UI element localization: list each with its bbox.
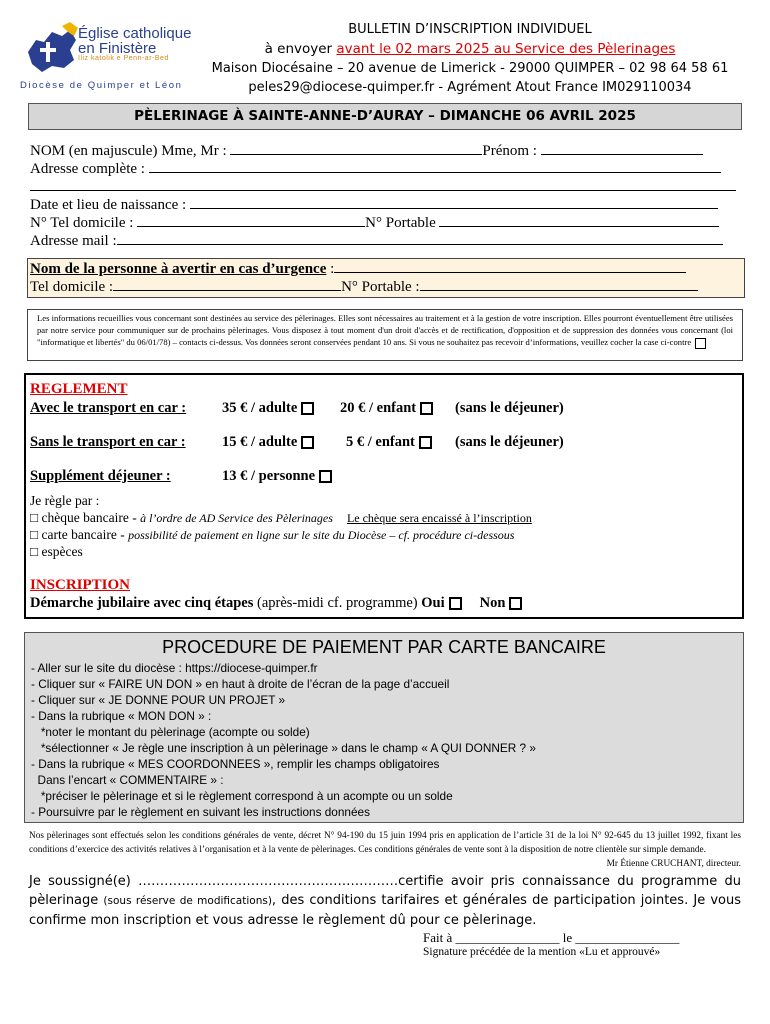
emergency-name-field[interactable] <box>334 260 686 273</box>
form-title: BULLETIN D’INSCRIPTION INDIVIDUEL <box>348 22 592 37</box>
send-deadline-pre: à envoyer <box>264 41 337 57</box>
procedure-step: - Aller sur le site du diocèse : https://diocese-quimper.fr <box>31 661 318 675</box>
signature-line[interactable]: Signature précédée de la mention «Lu et approuvé» <box>423 946 661 958</box>
tel-row <box>30 214 719 232</box>
procedure-step: - Dans la rubrique « MES COORDONNEES », remplir les champs obligatoires <box>31 757 440 771</box>
oui-checkbox[interactable] <box>449 597 462 610</box>
logo-title <box>78 26 191 56</box>
emergency-label: Nom de la personne à avertir en cas d’urgence <box>30 261 327 277</box>
especes-label: □ espèces <box>30 544 83 559</box>
adresse-field-2[interactable] <box>30 178 736 191</box>
non-checkbox[interactable] <box>509 597 522 610</box>
emergency-tel-label: Tel domicile : <box>30 279 114 295</box>
procedure-step: - Dans la rubrique « MON DON » : <box>31 709 212 723</box>
oui-label: Oui <box>421 595 445 611</box>
nom-row <box>30 142 703 160</box>
emergency-portable-field[interactable] <box>420 278 698 291</box>
prenom-label: Prénom : <box>482 143 541 159</box>
mail-row <box>30 232 723 250</box>
nom-label: NOM (en majuscule) Mme, Mr : <box>30 143 231 159</box>
sans-adulte-checkbox[interactable] <box>301 436 314 449</box>
adresse-row-2 <box>30 178 736 196</box>
mail-label: Adresse mail : <box>30 233 117 249</box>
procedure-step: - Cliquer sur « FAIRE UN DON » en haut à droite de l’écran de la page d’accueil <box>31 677 450 691</box>
procedure-step: *préciser le pèlerinage et si le règlement correspond à un acompte ou un solde <box>31 789 453 803</box>
avec-enfant-price: 20 € / enfant <box>340 400 417 416</box>
avec-enfant-option[interactable] <box>340 400 433 417</box>
brittany-map-icon <box>22 22 82 78</box>
supplement-checkbox[interactable] <box>319 470 332 483</box>
adresse-field[interactable] <box>149 160 721 173</box>
procedure-step: *sélectionner « Je règle une inscription à un pèlerinage » dans le champ « A QUI DONNER ? » <box>31 741 536 755</box>
portable-label: N° Portable <box>365 215 440 231</box>
avec-adulte-checkbox[interactable] <box>301 402 314 415</box>
emergency-box <box>27 258 745 298</box>
emergency-portable-label: N° Portable : <box>341 279 420 295</box>
director-name: Mr Étienne CRUCHANT, directeur. <box>606 859 741 869</box>
regle-par-label: Je règle par : <box>30 493 100 508</box>
cheque-option[interactable] <box>30 510 532 526</box>
jubilaire-note: (après-midi cf. programme) <box>253 595 422 611</box>
logo-breton: Iliz katolik e Penn-ar-Bed <box>78 55 169 62</box>
jubilaire-row <box>30 595 522 612</box>
emergency-colon: : <box>326 261 335 277</box>
sans-dejeuner-note-2: (sans le déjeuner) <box>455 434 564 450</box>
mail-field[interactable] <box>117 232 723 245</box>
contact-line: peles29@diocese-quimper.fr - Agrément Atout France IM029110034 <box>248 80 692 95</box>
tel-field[interactable] <box>137 214 365 227</box>
carte-option[interactable] <box>30 527 514 543</box>
emergency-phone-row <box>30 278 698 296</box>
avec-enfant-checkbox[interactable] <box>420 402 433 415</box>
logo-title-line1: Église catholique <box>78 25 192 42</box>
portable-field[interactable] <box>439 214 719 227</box>
engagement-statement <box>29 872 741 930</box>
cheque-label: □ chèque bancaire - <box>30 510 141 525</box>
avec-adulte-price: 35 € / adulte <box>222 400 298 416</box>
supplement-price: 13 € / personne <box>222 468 316 484</box>
procedure-step: - Cliquer sur « JE DONNE POUR UN PROJET » <box>31 693 286 707</box>
sans-enfant-checkbox[interactable] <box>419 436 432 449</box>
naissance-field[interactable] <box>190 196 718 209</box>
engagement-post: , des conditions tarifaires et générales de participation jointes. Je vous confirme mon inscription et vous adresse le règlement dû pour ce pèlerinage. <box>29 893 741 928</box>
especes-option[interactable] <box>30 544 83 560</box>
sans-dejeuner-note-1: (sans le déjeuner) <box>455 400 564 416</box>
procedure-step: *noter le montant du pèlerinage (acompte ou solde) <box>31 725 310 739</box>
avec-car-label: Avec le transport en car : <box>30 400 187 416</box>
emergency-tel-field[interactable] <box>113 278 341 291</box>
tel-label: N° Tel domicile : <box>30 215 138 231</box>
payment-box <box>24 373 744 619</box>
adresse-row <box>30 160 721 178</box>
avec-adulte-option[interactable] <box>222 400 314 417</box>
jubilaire-label: Démarche jubilaire avec cinq étapes <box>30 595 254 611</box>
naissance-label: Date et lieu de naissance : <box>30 197 190 213</box>
fait-a-line[interactable]: Fait à ________________ le ________________ <box>423 930 680 945</box>
deadline-red: avant le 02 mars 2025 au Service des Pèlerinages <box>336 41 676 57</box>
pilgrimage-banner: PÈLERINAGE À SAINTE-ANNE-D’AURAY – DIMANCHE 06 AVRIL 2025 <box>28 103 742 130</box>
cheque-encaisse-note: Le chèque sera encaissé à l’inscription <box>346 511 532 525</box>
conditions-text: Nos pèlerinages sont effectués selon les conditions générales de vente, décret N° 94-190 du 15 juin 1994 pris en application de l’article 31 de la loi N° 92-645 du 13 juillet 1992, fixant les conditions d’exercice des activités relatives à l’organisation et à la vente de pèlerinages. Ces conditions générales de vente sont à la disposition de notre clientèle sur simple demande. <box>29 831 741 855</box>
logo-diocese: Diocèse de Quimper et Léon <box>20 80 183 91</box>
privacy-text: Les informations recueillies vous concernant sont destinées au service des pèlerinages. Elles sont nécessaires au traitement et à la gestion de votre inscription. Elles pourront éventuellement être utilisées par notre service pour communiquer sur de prochains pèlerinages. Vous disposez à tout moment d'un droit d'accès et de rectification, d'opposition et de suppression des données vous concernant (loi "informatique et libertés" du 06/01/78) – contacts ci-dessus. Vos données seront conservées pendant 10 ans. Si vous ne souhaitez pas recevoir d’informations, veuillez cocher la case ci-contre <box>37 313 733 348</box>
sans-adulte-price: 15 € / adulte <box>222 434 298 450</box>
prenom-field[interactable] <box>541 142 703 155</box>
inscription-title: INSCRIPTION <box>30 577 131 593</box>
sales-conditions <box>29 829 741 871</box>
procedure-step: Dans l’encart « COMMENTAIRE » : <box>31 773 224 787</box>
nom-field[interactable] <box>230 142 482 155</box>
cheque-note: à l’ordre de AD Service des Pèlerinages <box>140 511 333 525</box>
supplement-option[interactable] <box>222 468 332 485</box>
engagement-pre: Je soussigné(e) ……………………………………………………certifie avoir pris connaissance du programme du pèlerinage <box>29 874 741 908</box>
carte-note: possibilité de paiement en ligne sur le site du Diocèse – cf. procédure ci-dessous <box>128 528 515 542</box>
privacy-optout-checkbox[interactable] <box>695 338 706 349</box>
reglement-title: REGLEMENT <box>30 381 128 397</box>
sans-adulte-option[interactable] <box>222 434 314 451</box>
non-label: Non <box>479 595 506 611</box>
sans-enfant-price: 5 € / enfant <box>346 434 415 450</box>
sans-car-label: Sans le transport en car : <box>30 434 186 450</box>
card-payment-procedure <box>24 632 744 823</box>
procedure-title: PROCEDURE DE PAIEMENT PAR CARTE BANCAIRE <box>162 637 606 657</box>
send-deadline <box>190 41 750 57</box>
emergency-name-row <box>30 260 686 278</box>
engagement-small: (sous réserve de modifications) <box>103 895 272 907</box>
privacy-notice <box>27 309 743 361</box>
address-line: Maison Diocésaine – 20 avenue de Limerick - 29000 QUIMPER – 02 98 64 58 61 <box>211 61 729 76</box>
supplement-label: Supplément déjeuner : <box>30 468 171 484</box>
sans-enfant-option[interactable] <box>346 434 432 451</box>
adresse-label: Adresse complète : <box>30 161 149 177</box>
procedure-step: - Poursuivre par le règlement en suivant les instructions données <box>31 805 371 819</box>
carte-label: □ carte bancaire - <box>30 527 129 542</box>
naissance-row <box>30 196 718 214</box>
logo-title-line2: en Finistère <box>78 40 157 57</box>
